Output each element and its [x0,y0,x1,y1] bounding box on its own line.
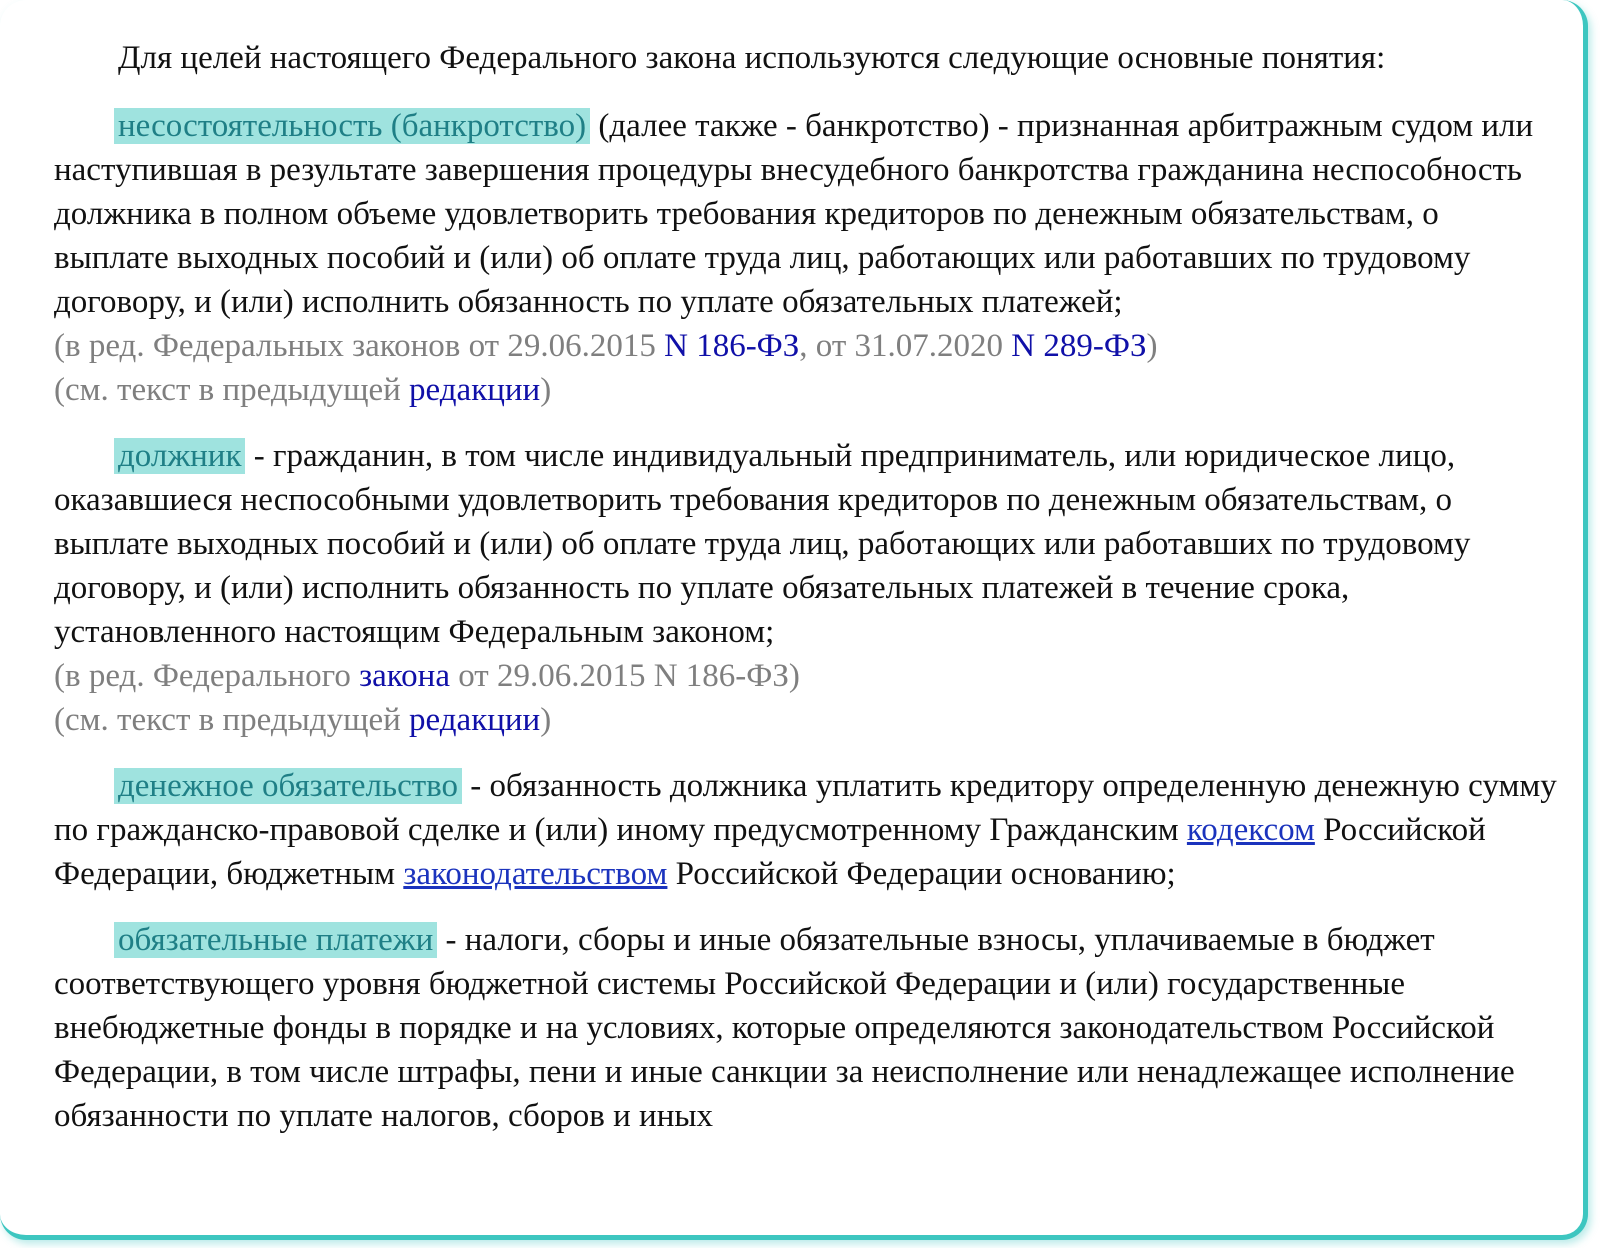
previous-edition-note [54,368,1559,412]
note-suffix: ) [540,702,552,738]
previous-edition-note [54,698,1559,742]
definition-text: - налоги, сборы и иные обязательные взносы, уплачиваемые в бюджет соответствующего уровня бюджетной системы Российской Федерации и (или) государственные внебюджетные фонды в порядке и на условиях, которые определяются законодательством Российской Федерации, в том числе штрафы, пени и иные санкции за неисполнение или ненадлежащее исполнение обязанности по уплате налогов, сборов и иных [54,922,1515,1134]
budget-legislation-link[interactable]: законодательством [403,856,668,892]
definition-text: (далее также - банкротство) - признанная арбитражным судом или наступившая в результате завершения процедуры внесудебного банкротства гражданина неспособность должника в полном объеме удовлетворить требования кредиторов по денежным обязательствам, о выплате выходных пособий и (или) об оплате труда лиц, работающих или работавших по трудовому договору, и (или) исполнить обязанность по уплате обязательных платежей; [54,108,1534,320]
note-prefix: (см. текст в предыдущей [54,702,410,738]
definition-bankruptcy [54,104,1559,324]
law-text [54,30,1559,1138]
amendment-suffix: ) [1146,328,1158,364]
amendment-suffix: от 29.06.2015 N 186-ФЗ) [449,658,800,694]
highlighted-term: денежное обязательство [114,768,462,804]
definition-text: - гражданин, в том числе индивидуальный предприниматель, или юридическое лицо, оказавшиеся неспособными удовлетворить требования кредиторов по денежным обязательствам, о выплате выходных пособий и (или) об оплате труда лиц, работающих или работавших по трудовому договору, и (или) исполнить обязанность по уплате обязательных платежей в течение срока, установленного настоящим Федеральным законом; [54,438,1471,650]
definition-monetary-obligation [54,764,1559,896]
amendment-prefix: (в ред. Федеральных законов от 29.06.2015 [54,328,665,364]
civil-code-link[interactable]: кодексом [1186,812,1315,848]
law-link-289[interactable]: N 289-ФЗ [1011,328,1147,364]
definition-text: Российской Федерации, бюджетным [54,812,1486,892]
amendment-prefix: (в ред. Федерального [54,658,360,694]
previous-edition-link[interactable]: редакции [409,372,541,408]
amendment-middle: , от 31.07.2020 [799,328,1012,364]
definition-debtor [54,434,1559,654]
amendment-note [54,654,1559,698]
previous-edition-link[interactable]: редакции [409,702,541,738]
intro-sentence: Для целей настоящего Федерального закона используются следующие основные понятия: [118,40,1386,76]
highlighted-term: несостоятельность (банкротство) [114,108,590,144]
note-prefix: (см. текст в предыдущей [54,372,410,408]
definition-text: Российской Федерации основанию; [667,856,1176,892]
definition-mandatory-payments [54,918,1559,1138]
highlighted-term: должник [114,438,245,474]
definition-text: - обязанность должника уплатить кредитору определенную денежную сумму по гражданско-правовой сделке и (или) иному предусмотренному Гражданским [54,768,1557,848]
amendment-note [54,324,1559,368]
law-link[interactable]: закона [359,658,450,694]
law-link-186[interactable]: N 186-ФЗ [664,328,800,364]
note-suffix: ) [540,372,552,408]
highlighted-term: обязательные платежи [114,922,437,958]
